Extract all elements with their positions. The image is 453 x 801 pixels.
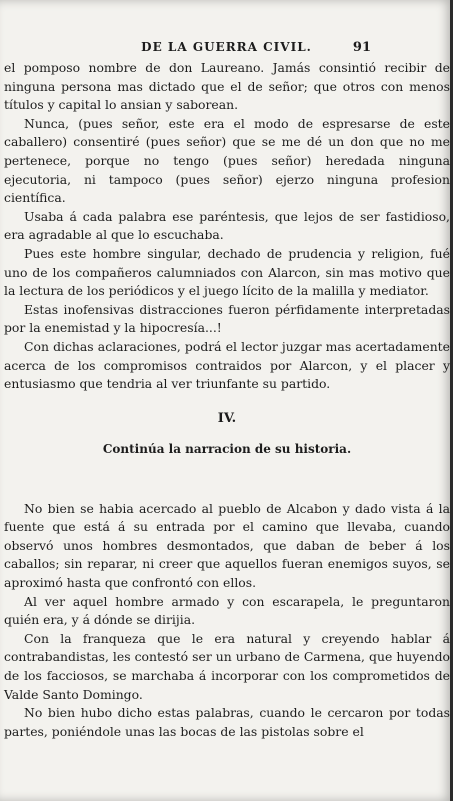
paragraph: Con dichas aclaraciones, podrá el lector juzgar mas acertadamente acerca de los compromisos contraidos por Alarcon, y el placer y entusiasmo que tendria al ver triunfante su partido. — [4, 338, 450, 392]
section-number: IV. — [217, 410, 237, 426]
paragraph: No bien hubo dicho estas palabras, cuando le cercaron por todas partes, poniéndole unas las bocas de las pistolas sobre el — [4, 705, 450, 739]
paragraph: Al ver aquel hombre armado y con escarapela, le preguntaron quién era, y á dónde se dirijia. — [4, 593, 450, 628]
paragraph: Con la franqueza que le era natural y creyendo hablar á contrabandistas, les contestó ser un urbano de Carmena, que huyendo de los facciosos, se marchaba á incorporar con los comprometidos de Valde Santo Domingo. — [4, 630, 450, 702]
spacer — [4, 460, 450, 500]
paragraph: Estas inofensivas distracciones fueron pérfidamente interpretadas por la enemistad y la hipocresía...! — [4, 301, 450, 336]
running-head: DE LA GUERRA CIVIL. — [141, 40, 312, 54]
page-number: 91 — [352, 40, 371, 55]
paragraph: el pomposo nombre de don Laureano. Jamás consintió recibir de ninguna persona mas dictado que el de señor; que otros con menos títulos y capital lo ansian y saborean. — [4, 60, 450, 113]
section-title: Continúa la narracion de su historia. — [102, 441, 352, 456]
paragraph: Pues este hombre singular, dechado de prudencia y religion, fué uno de los compañeros calumniados con Alarcon, sin mas motivo que la lectura de los periódicos y el juego lícito de la malilla y mediator. — [4, 245, 450, 299]
page-header — [0, 40, 453, 58]
page-body — [4, 59, 450, 741]
paragraph: Usaba á cada palabra ese paréntesis, que lejos de ser fastidioso, era agradable al que lo escuchaba. — [4, 208, 450, 243]
paragraph: No bien se habia acercado al pueblo de Alcabon y dado vista á la fuente que está á su entrada por el camino que llevaba, cuando observó unos hombres desmontados, que daban de beber á los caballos; sin reparar, ni creer que aquellos fueran enemigos suyos, se aproximó hasta que confrontó con ellos. — [4, 500, 450, 591]
paragraph: Nunca, (pues señor, este era el modo de espresarse de este caballero) consentiré (pues señor) que se me dé un don que no me pertenece, porque no tengo (pues señor) heredada ninguna ejecutoria, ni tampoco (pues señor) ejerzo ninguna profesion científica. — [4, 115, 450, 206]
